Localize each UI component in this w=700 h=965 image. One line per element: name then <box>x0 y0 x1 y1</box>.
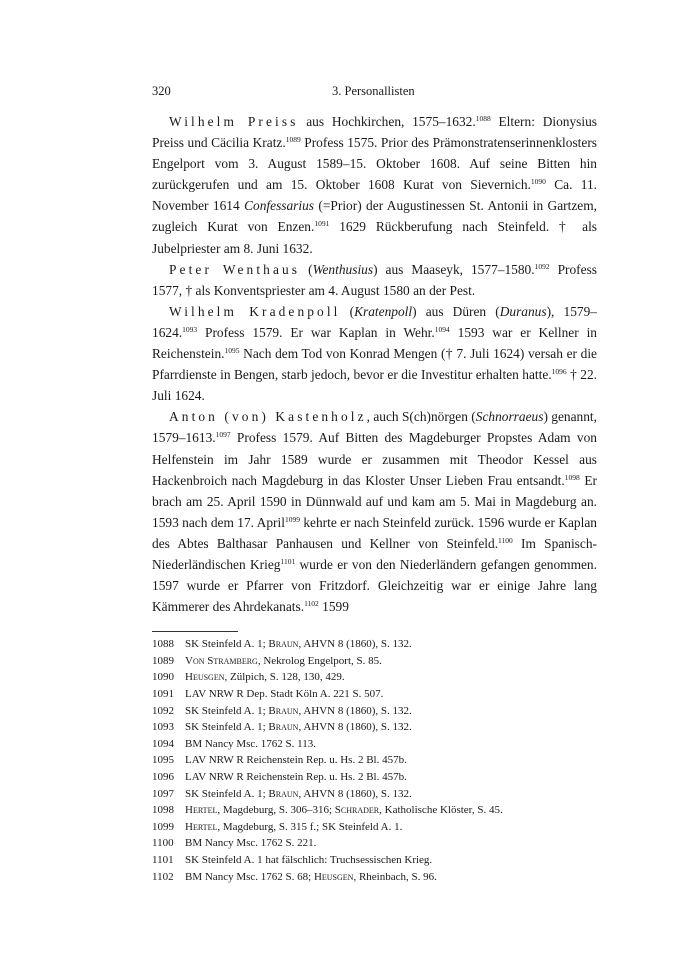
text-run: aus Hochkirchen, 1575–1632. <box>298 114 476 129</box>
text-run: , Magdeburg, S. 315 f.; SK Steinfeld A. 1. <box>217 820 403 833</box>
italic-term: Wenthusius <box>312 261 374 277</box>
text-run: ) aus Maaseyk, 1577–1580. <box>373 261 535 277</box>
text-run: , AHVN 8 (1860), S. 132. <box>298 721 412 734</box>
text-run: ) aus Düren ( <box>412 303 500 319</box>
text-run: SK Steinfeld A. 1; <box>185 704 269 717</box>
person-entry <box>152 259 597 301</box>
footnote-text <box>185 819 402 836</box>
footnote <box>152 703 597 720</box>
person-name: Wilhelm Kradenpoll <box>169 303 341 319</box>
author-name: Braun <box>268 704 299 717</box>
footnote-number: 1097 <box>152 787 174 800</box>
text-run: wurde er von den Niederländern gefangen genommen. 1597 wurde er Pfarrer von Fritzdorf. Gleichzeitig war er einige Jahre lang Kämmerer des Ahrdekanats. <box>152 556 597 615</box>
footnote-number: 1089 <box>152 654 174 667</box>
italic-term: Schnorraeus <box>475 409 544 425</box>
text-run: , Zülpich, S. 128, 130, 429. <box>224 671 345 684</box>
footnote-text <box>185 786 412 803</box>
footnote-reference: 1090 <box>530 177 546 187</box>
text-run: Profess 1577, † als Konventspriester am 4. August 1580 an der Pest. <box>152 261 597 298</box>
footnote-number: 1091 <box>152 688 174 701</box>
footnote-number: 1090 <box>152 671 174 684</box>
text-run: , Nekrolog Engelport, S. 85. <box>257 654 382 667</box>
person-entry <box>152 111 597 259</box>
text-run: BM Nancy Msc. 1762 S. 221. <box>185 837 317 850</box>
text-run: , auch S(ch)nörgen ( <box>366 409 476 425</box>
footnote-reference: 1095 <box>224 346 240 356</box>
footnote <box>152 819 597 836</box>
author-name: Schrader <box>334 804 380 817</box>
text-run: ) genannt, 1579–1613. <box>152 409 598 446</box>
footnote <box>152 786 597 803</box>
text-run: 1629 Rückberufung nach Steinfeld. † als Jubelpriester am 8. Juni 1632. <box>152 219 597 256</box>
footnote-text <box>185 852 432 869</box>
footnote-reference: 1093 <box>182 324 198 334</box>
footnote-reference: 1096 <box>551 367 567 377</box>
book-page <box>152 84 597 885</box>
footnote-text <box>185 719 412 736</box>
footnote-reference: 1100 <box>498 535 513 545</box>
text-run: Profess 1579. Er war Kaplan in Wehr. <box>197 324 435 340</box>
footnote-reference: 1101 <box>280 556 296 566</box>
text-run: (=Prior) der Augustinessen St. Antonii in Gartzem, zugleich Kurat von Enzen. <box>152 198 597 235</box>
text-run: Profess 1575. Prior des Prämonstratenserinnenklosters Engelport vom 3. August 1589–15. Oktober 1608. Auf seine Bitten hin zurückgerufen und am 15. Oktober 1608 Kurat von Sievernich. <box>152 135 597 193</box>
text-run: , AHVN 8 (1860), S. 132. <box>298 787 412 800</box>
text-run: Nach dem Tod von Konrad Mengen († 7. Juli 1624) versah er die Pfarrdienste in Bengen, starb jedoch, bevor er die Investitur erhalten hatte. <box>152 346 597 383</box>
text-run: SK Steinfeld A. 1; <box>185 638 269 651</box>
text-run: , Rheinbach, S. 96. <box>353 870 437 883</box>
person-name: Anton (von) Kastenholz <box>169 409 367 425</box>
footnote-number: 1101 <box>152 853 174 866</box>
text-run: Eltern: Dionysius Preiss und Cäcilia Kratz. <box>152 114 598 151</box>
author-name: Braun <box>268 638 299 651</box>
footnote-text <box>185 669 345 686</box>
footnote-text <box>185 802 503 819</box>
footnote-number: 1102 <box>152 870 174 883</box>
footnote-text <box>185 703 412 720</box>
footnote-number: 1098 <box>152 804 174 817</box>
footnote-reference: 1098 <box>564 472 580 482</box>
italic-term: Confessarius <box>244 198 315 214</box>
footnote-number: 1094 <box>152 737 174 750</box>
person-name: Wilhelm Preiss <box>169 114 299 129</box>
text-run: , AHVN 8 (1860), S. 132. <box>298 704 412 717</box>
text-run: LAV NRW R Dep. Stadt Köln A. 221 S. 507. <box>185 688 384 701</box>
person-entry <box>152 406 597 617</box>
footnote-text <box>185 869 437 886</box>
author-name: Heusgen <box>313 870 354 883</box>
footnote <box>152 719 597 736</box>
footnote <box>152 653 597 670</box>
body-text <box>152 111 597 617</box>
footnote-text <box>185 686 383 703</box>
author-name: Hertel <box>185 804 218 817</box>
footnote-text <box>185 736 316 753</box>
italic-term: Duranus <box>499 303 547 319</box>
text-run: LAV NRW R Reichenstein Rep. u. Hs. 2 Bl. 457b. <box>185 754 407 767</box>
footnote-number: 1100 <box>152 837 174 850</box>
text-run: ), 1579–1624. <box>152 303 597 340</box>
footnote-reference: 1091 <box>314 219 330 229</box>
footnote-reference: 1089 <box>285 135 301 145</box>
footnote <box>152 769 597 786</box>
footnote-reference: 1099 <box>284 514 300 524</box>
text-run: ( <box>340 303 355 319</box>
footnote <box>152 852 597 869</box>
footnote-number: 1099 <box>152 820 174 833</box>
footnote-reference: 1102 <box>304 599 319 609</box>
text-run: SK Steinfeld A. 1; <box>185 721 269 734</box>
footnote-reference: 1097 <box>215 430 231 440</box>
footnote-text <box>185 752 407 769</box>
footnote-number: 1093 <box>152 721 174 734</box>
footnote <box>152 802 597 819</box>
italic-term: Kratenpoll <box>354 303 413 319</box>
text-run: 1593 war er Kellner in Reichenstein. <box>152 324 597 362</box>
text-run: Er brach am 25. April 1590 in Dünnwald auf und kam am 5. Mai in Magdeburg an. 1593 nach dem 17. April <box>152 472 597 530</box>
text-run: BM Nancy Msc. 1762 S. 113. <box>185 737 316 750</box>
author-name: Braun <box>268 787 299 800</box>
footnote-reference: 1088 <box>475 114 491 123</box>
text-run: , Katholische Klöster, S. 45. <box>379 804 503 817</box>
footnote-number: 1095 <box>152 754 174 767</box>
footnote <box>152 869 597 886</box>
footnote-text <box>185 653 382 670</box>
text-run: , Magdeburg, S. 306–316; <box>217 804 335 817</box>
footnote <box>152 669 597 686</box>
footnote-text <box>185 769 407 786</box>
author-name: Von Stramberg <box>185 654 258 667</box>
footnote-number: 1092 <box>152 704 174 717</box>
text-run: SK Steinfeld A. 1 hat fälschlich: Truchsessischen Krieg. <box>185 853 433 866</box>
text-run: Im Spanisch-Niederländischen Krieg <box>152 535 597 572</box>
page-header <box>152 84 597 106</box>
text-run: † 22. Juli 1624. <box>152 367 597 404</box>
text-run: SK Steinfeld A. 1; <box>185 787 269 800</box>
author-name: Braun <box>268 721 299 734</box>
footnote-text <box>185 835 316 852</box>
footnote-number: 1096 <box>152 771 174 783</box>
author-name: Hertel <box>185 820 218 833</box>
text-run: Profess 1579. Auf Bitten des Magdeburger Propstes Adam von Helfenstein im Jahr 1589 wurde er zusammen mit Theodor Kessel aus Hackenbroich nach Magdeburg in das Kloster Unser Lieben Frau entsandt. <box>152 430 597 488</box>
footnote-rule <box>152 631 238 632</box>
footnote <box>152 835 597 852</box>
footnote <box>152 736 597 753</box>
text-run: , AHVN 8 (1860), S. 132. <box>298 638 412 651</box>
text-run: kehrte er nach Steinfeld zurück. 1596 wurde er Kaplan des Abtes Balthasar Panhausen und Kellner von Steinfeld. <box>152 514 597 551</box>
footnote-reference: 1094 <box>434 324 450 334</box>
text-run: ( <box>300 261 313 277</box>
footnote <box>152 636 597 653</box>
person-entry <box>152 301 597 406</box>
footnote-number: 1088 <box>152 638 174 651</box>
footnote <box>152 686 597 703</box>
page-number: 320 <box>152 84 171 98</box>
text-run: LAV NRW R Reichenstein Rep. u. Hs. 2 Bl. 457b. <box>185 771 407 783</box>
text-run: BM Nancy Msc. 1762 S. 68; <box>185 870 314 883</box>
running-head: 3. Personallisten <box>332 84 415 98</box>
footnote <box>152 752 597 769</box>
footnote-reference: 1092 <box>534 261 550 271</box>
text-run: 1599 <box>318 599 349 615</box>
text-run: Ca. 11. November 1614 <box>152 177 597 214</box>
author-name: Heusgen <box>185 671 225 684</box>
footnotes <box>152 636 597 885</box>
footnote-text <box>185 636 412 653</box>
person-name: Peter Wenthaus <box>169 261 301 277</box>
